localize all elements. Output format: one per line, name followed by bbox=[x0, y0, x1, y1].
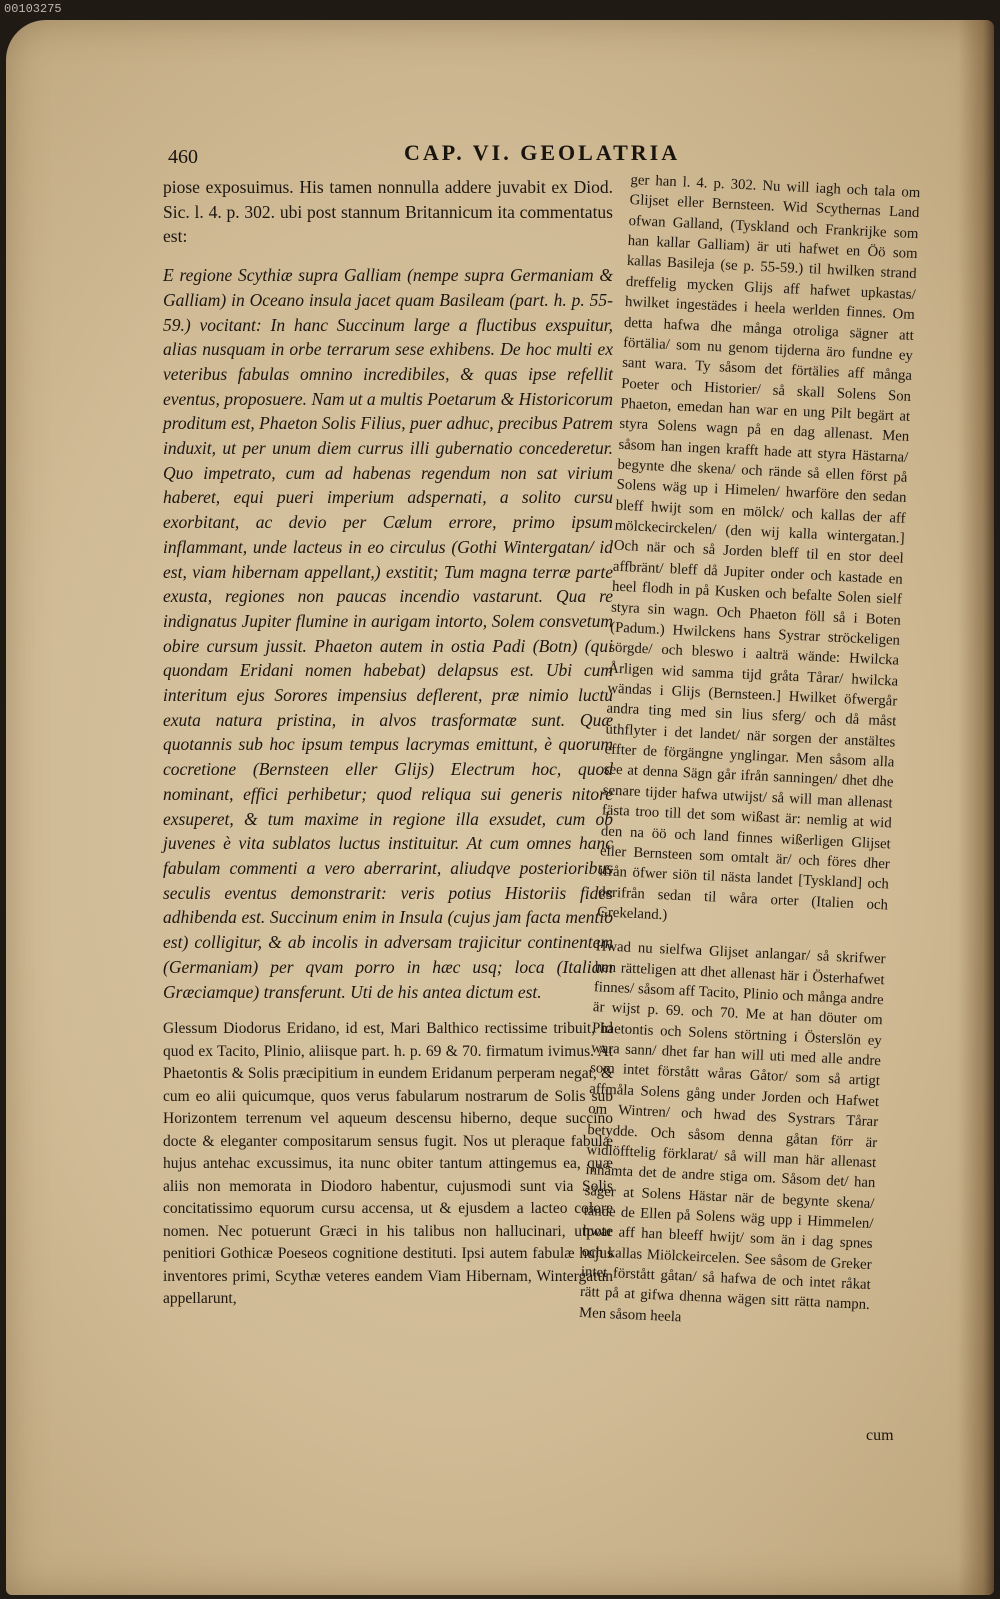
swedish-commentary: Hwad nu sielfwa Glijset anlangar/ så skrifwer han rätteligen att dhet allenast här i Österhafwet finnes/ såsom aff Tacito, Plinio och många andre är wijst p. 69. och 70. Me at han döuter om Phaetontis och Solens störtning i Österslön ey wara sann/ dhet far han will uti med alle andre som intet förstått wåras Gåtor/ som så artigt affmåla Solens gång under Jorden och Hafwet om Wintren/ och hwad des Systrars Tårar betydde. Och såsom denna gåtan förr är widlöfftelig förklarat/ så will man här allenast inhämta det de andre stiga om. Såsom det/ han säger at Solens Hästar när de begynte skena/ tände de Ellen på Solens wäg upp i Himmelen/ hwar aff han bleeff hwijt/ som än i dag spnes och kallas Miölckeircelen. See såsom de Greker intet förstått gåtan/ så hafwa de och intet råkat rätt på at gifwa dhenna wägen sitt rätta nampn. Men såsom heela bbox=[578, 938, 886, 1326]
page-header bbox=[168, 140, 708, 170]
swedish-translation: ger han l. 4. p. 302. Nu will iagh och tala om Glijset eller Bernsteen. Wid Scythernas Land ofwan Galland, (Tyskland och Frankrijke som han kallar Galliam) är uti hafwet en Öö som kallas Basileja (se p. 55-59.) til hwilken strand dreffelig mycken Glijs aff hafwet upkastas/ hwilket ingestädes i heela werlden finnes. Om detta hafwa dhe många otroliga sägner att förtälia/ som nu genom tijderna äro fundne ey sant wara. Ty såsom det förtälies aff många Poeter och Historier/ så skall Solens Son Phaeton, emedan han war en ung Pilt begärt at styra Solens wagn på en dag allenast. Men såsom han ingen krafft hade att styra Hästarna/ begynte dhe skena/ och rände så ellen först på Solens wäg up i Himelen/ hwarföre den sedan bleff hwijt som en mölck/ och kallas der aff mölckecirckelen/ (den wij kalla wintergatan.] Och när och så Jorden bleff til en stor deel affbränt/ bleff då Jupiter onder och kastade en heel flodh in på Kusken och befalte Solen sielf styra sin wagn. Och Phaeton föll så i Boten (Padum.) Hwilckens hans Systrar ströckeligen sörgde/ och bleswo i aalträ wände: Hwilcka Årligen wid samma tijd gråta Tårar/ hwilcka wändas i Glijs (Bernsteen.] Hwilket öfwergår andra ting med sin lius sferg/ och då måst uthflyter i det landet/ när sorgen der anstältes effter de förgängne ynglingar. Men såsom alla see at denna Sägn går ifrån sanningen/ dhet dhe senare tijder hafwa utwijst/ så will man allenast fästa troo till det som wißast är: nemlig at wid den na öö och land finnes wißerligen Glijset eller Bernsteen som omtalt är/ och föres dher ifrån öfwer siön til nästa landet [Tyskland] och derifrån sedan til wåra orter (Italien och Grekeland.) bbox=[596, 171, 921, 924]
page-number: 460 bbox=[168, 146, 198, 168]
catchword: cum bbox=[866, 1427, 894, 1444]
latin-intro: piose exposuimus. His tamen nonnulla addere juvabit ex Diod. Sic. l. 4. p. 302. ubi post stannum Britannicum ita commentatus est: bbox=[163, 177, 613, 247]
scan-id-label: 00103275 bbox=[4, 2, 62, 16]
latin-commentary: Glessum Diodorus Eridano, id est, Mari Balthico rectissime tribuit, id quod ex Tacito, Plinio, aliisque part. h. p. 69 & 70. firmatum ivimus. At Phaetontis & Solis præcipitium in eundem Eridanum perperam negat, & cum eo alii quicumque, quos verus fabularum nostrarum de Solis sub Horizontem terrenum vel aqueum descensu hiberno, deque succino docte & eleganter compositarum sensus fugit. Nos ut pleraque fabulæ hujus antehac excussimus, ita nunc obiter tantum attingemus ea, quæ aliis non memorata in Diodoro habentur, cujusmodi sunt via Solis concitatissimo equorum cursu accensa, ut & ejusdem a lacteo colore nomen. Nec potuerunt Græci in his talibus non hallucinari, utpote penitiori Gothicæ Poeseos cognitione destituti. Ipsi autem fabulæ hujus inventores primi, Scythæ veteres eandem Viam Hibernam, Wintergatun appellarunt, bbox=[163, 1020, 613, 1308]
latin-column bbox=[163, 175, 613, 1325]
running-head: CAP. VI. GEOLATRIA bbox=[404, 140, 681, 165]
swedish-column bbox=[578, 170, 921, 1350]
page-gutter bbox=[958, 20, 994, 1595]
latin-quotation: E regione Scythiæ supra Galliam (nempe supra Germaniam & Galliam) in Oceano insula jacet quam Basileam (part. h. p. 55-59.) vocitant: In hanc Succinum large a fluctibus exspuitur, alias nusquam in orbe terrarum sese exhibens. De hoc multi ex veteribus fabulas omnino incredibiles, & quas ipse refellit eventus, proposuere. Nam ut a multis Poetarum & Historicorum proditum est, Phaeton Solis Filius, puer adhuc, precibus Patrem induxit, ut per unum diem currus illi gubernatio concederetur. Quo impetrato, cum ad habenas regendum non sat virium haberet, equi pueri imperium adspernati, a solito cursu exorbitant, ac devio per Cælum errore, primo ipsum inflammant, unde lacteus in eo circulus (Gothi Wintergatan/ id est, viam hibernam appellant,) exstitit; Tum magna terræ parte exusta, regiones non paucas incendio vastarunt. Qua re indignatus Jupiter flumine in aurigam intorto, Solem consvetum obire cursum jussit. Phaeton autem in ostia Padi (Botn) (qui quondam Eridani nomen habebat) delapsus est. Ubi cum interitum ejus Sorores impensius deflerent, præ nimio luctu exuta natura pristina, in alvos trasformatæ sunt. Quæ quotannis sub hoc ipsum tempus lacrymas emittunt, è quorum cocretione (Bernsteen eller Glijs) Electrum hoc, quod nominant, effici perhibetur; quod reliqua sui generis nitore exsuperet, & tum maxime in regione illa exsudet, cum ob juvenes è vita sublatos luctus instituitur. At cum omnes hanc fabulam commenti a vero aberrarint, aliudqve posterioribus seculis eventus demonstrarit: veris potius Historiis fides adhibenda est. Succinum enim in Insula (cujus jam facta mentio est) colligitur, & ab incolis in adversam trajicitur continentem (Germaniam) per qvam porro in hæc usq; loca (Italiam Græciamque) transferunt. Uti de his antea dictum est. bbox=[163, 265, 613, 1002]
